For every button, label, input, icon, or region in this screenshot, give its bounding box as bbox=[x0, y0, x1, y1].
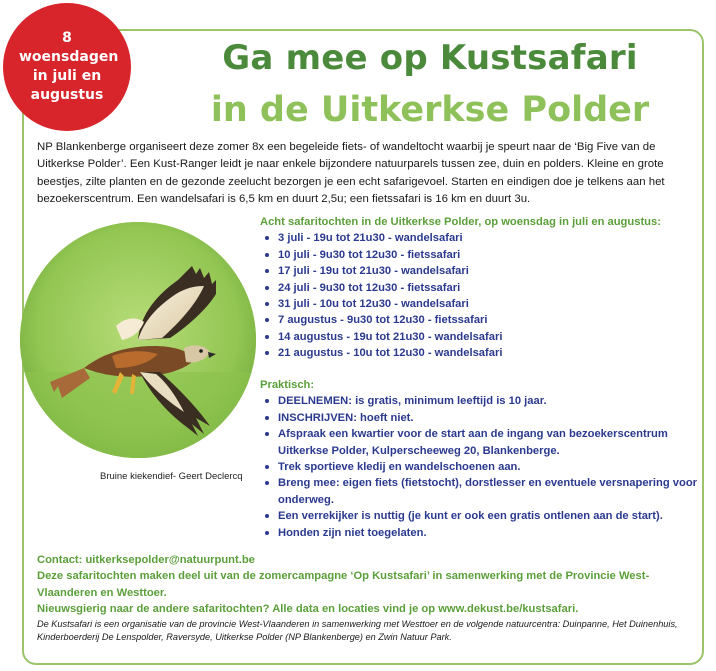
date-badge bbox=[3, 3, 131, 131]
intro-paragraph: NP Blankenberge organiseert deze zomer 8x een begeleide fiets- of wandeltocht waarbij je speurt naar de ‘Big Five van de Uitkerkse Polder’. Een Kust-Ranger leidt je naar enkele bijzondere natuurparels tussen zee, duin en polders. Kleine en grote beestjes, zilte planten en de gezonde zeelucht bezorgen je een echt safarigevoel. Starten en eindigen doe je telkens aan het bezoekerscentrum. Een wandelsafari is 6,5 km en duurt 2,5u; een fietssafari is 16 km en duurt 3u. bbox=[37, 141, 665, 206]
practical-list bbox=[260, 393, 700, 541]
schedule-section bbox=[260, 214, 700, 362]
list-item: 10 juli - 9u30 tot 12u30 - fietssafari bbox=[260, 247, 700, 263]
date-badge-text: 8 woensdagen in juli en augustus bbox=[19, 30, 119, 103]
list-item: 21 augustus - 10u tot 12u30 - wandelsafari bbox=[260, 345, 700, 361]
list-item: 24 juli - 9u30 tot 12u30 - fietssafari bbox=[260, 280, 700, 296]
list-item: 17 juli - 19u tot 21u30 - wandelsafari bbox=[260, 263, 700, 279]
list-item: INSCHRIJVEN: hoeft niet. bbox=[260, 410, 700, 426]
more-info-line: Nieuwsgierig naar de andere safaritochten? Alle data en locaties vind je op www.dekust.be/kustsafari. bbox=[37, 603, 579, 616]
list-item: Een verrekijker is nuttig (je kunt er ook een gratis ontlenen aan de start). bbox=[260, 508, 700, 524]
list-item: 7 augustus - 9u30 tot 12u30 - fietssafari bbox=[260, 312, 700, 328]
photo-caption: Bruine kiekendief- Geert Declercq bbox=[100, 471, 243, 482]
organisation-note: De Kustsafari is een organisatie van de provincie West-Vlaanderen in samenwerking met Westtoer en de volgende natuurcentra: Duinpanne, Het Duinenhuis, Kinderboerderij De Lenspolder, Raversyde, Uitkerkse Polder (NP Blankenberge) en Zwin Natuur Park. bbox=[37, 618, 678, 643]
harrier-photo bbox=[20, 222, 256, 458]
schedule-heading: Acht safaritochten in de Uitkerkse Polder, op woensdag in juli en augustus: bbox=[260, 216, 661, 228]
list-item: 31 juli - 10u tot 12u30 - wandelsafari bbox=[260, 296, 700, 312]
page-subtitle: in de Uitkerkse Polder bbox=[210, 90, 650, 130]
contact-line: Contact: uitkerksepolder@natuurpunt.be bbox=[37, 554, 255, 566]
list-item: Afspraak een kwartier voor de start aan de ingang van bezoekerscentrum Uitkerkse Polder, Kulperscheeweg 20, Blankenberge. bbox=[260, 426, 700, 459]
schedule-list bbox=[260, 230, 700, 361]
list-item: 3 juli - 19u tot 21u30 - wandelsafari bbox=[260, 230, 700, 246]
campaign-line: Deze safaritochten maken deel uit van de zomercampagne ‘Op Kustsafari’ in samenwerking met de Provincie West-Vlaanderen en Westtoer. bbox=[37, 570, 650, 599]
list-item: Breng mee: eigen fiets (fietstocht), dorstlesser en eventuele versnapering voor onderweg. bbox=[260, 475, 700, 508]
practical-heading: Praktisch: bbox=[260, 379, 315, 391]
list-item: 14 augustus - 19u tot 21u30 - wandelsafari bbox=[260, 329, 700, 345]
practical-section bbox=[260, 377, 700, 541]
list-item: Trek sportieve kledij en wandelschoenen aan. bbox=[260, 459, 700, 475]
list-item: DEELNEMEN: is gratis, minimum leeftijd is 10 jaar. bbox=[260, 393, 700, 409]
marsh-harrier-image bbox=[20, 222, 256, 458]
page-title: Ga mee op Kustsafari bbox=[222, 38, 638, 78]
footer bbox=[37, 552, 697, 644]
list-item: Honden zijn niet toegelaten. bbox=[260, 525, 700, 541]
